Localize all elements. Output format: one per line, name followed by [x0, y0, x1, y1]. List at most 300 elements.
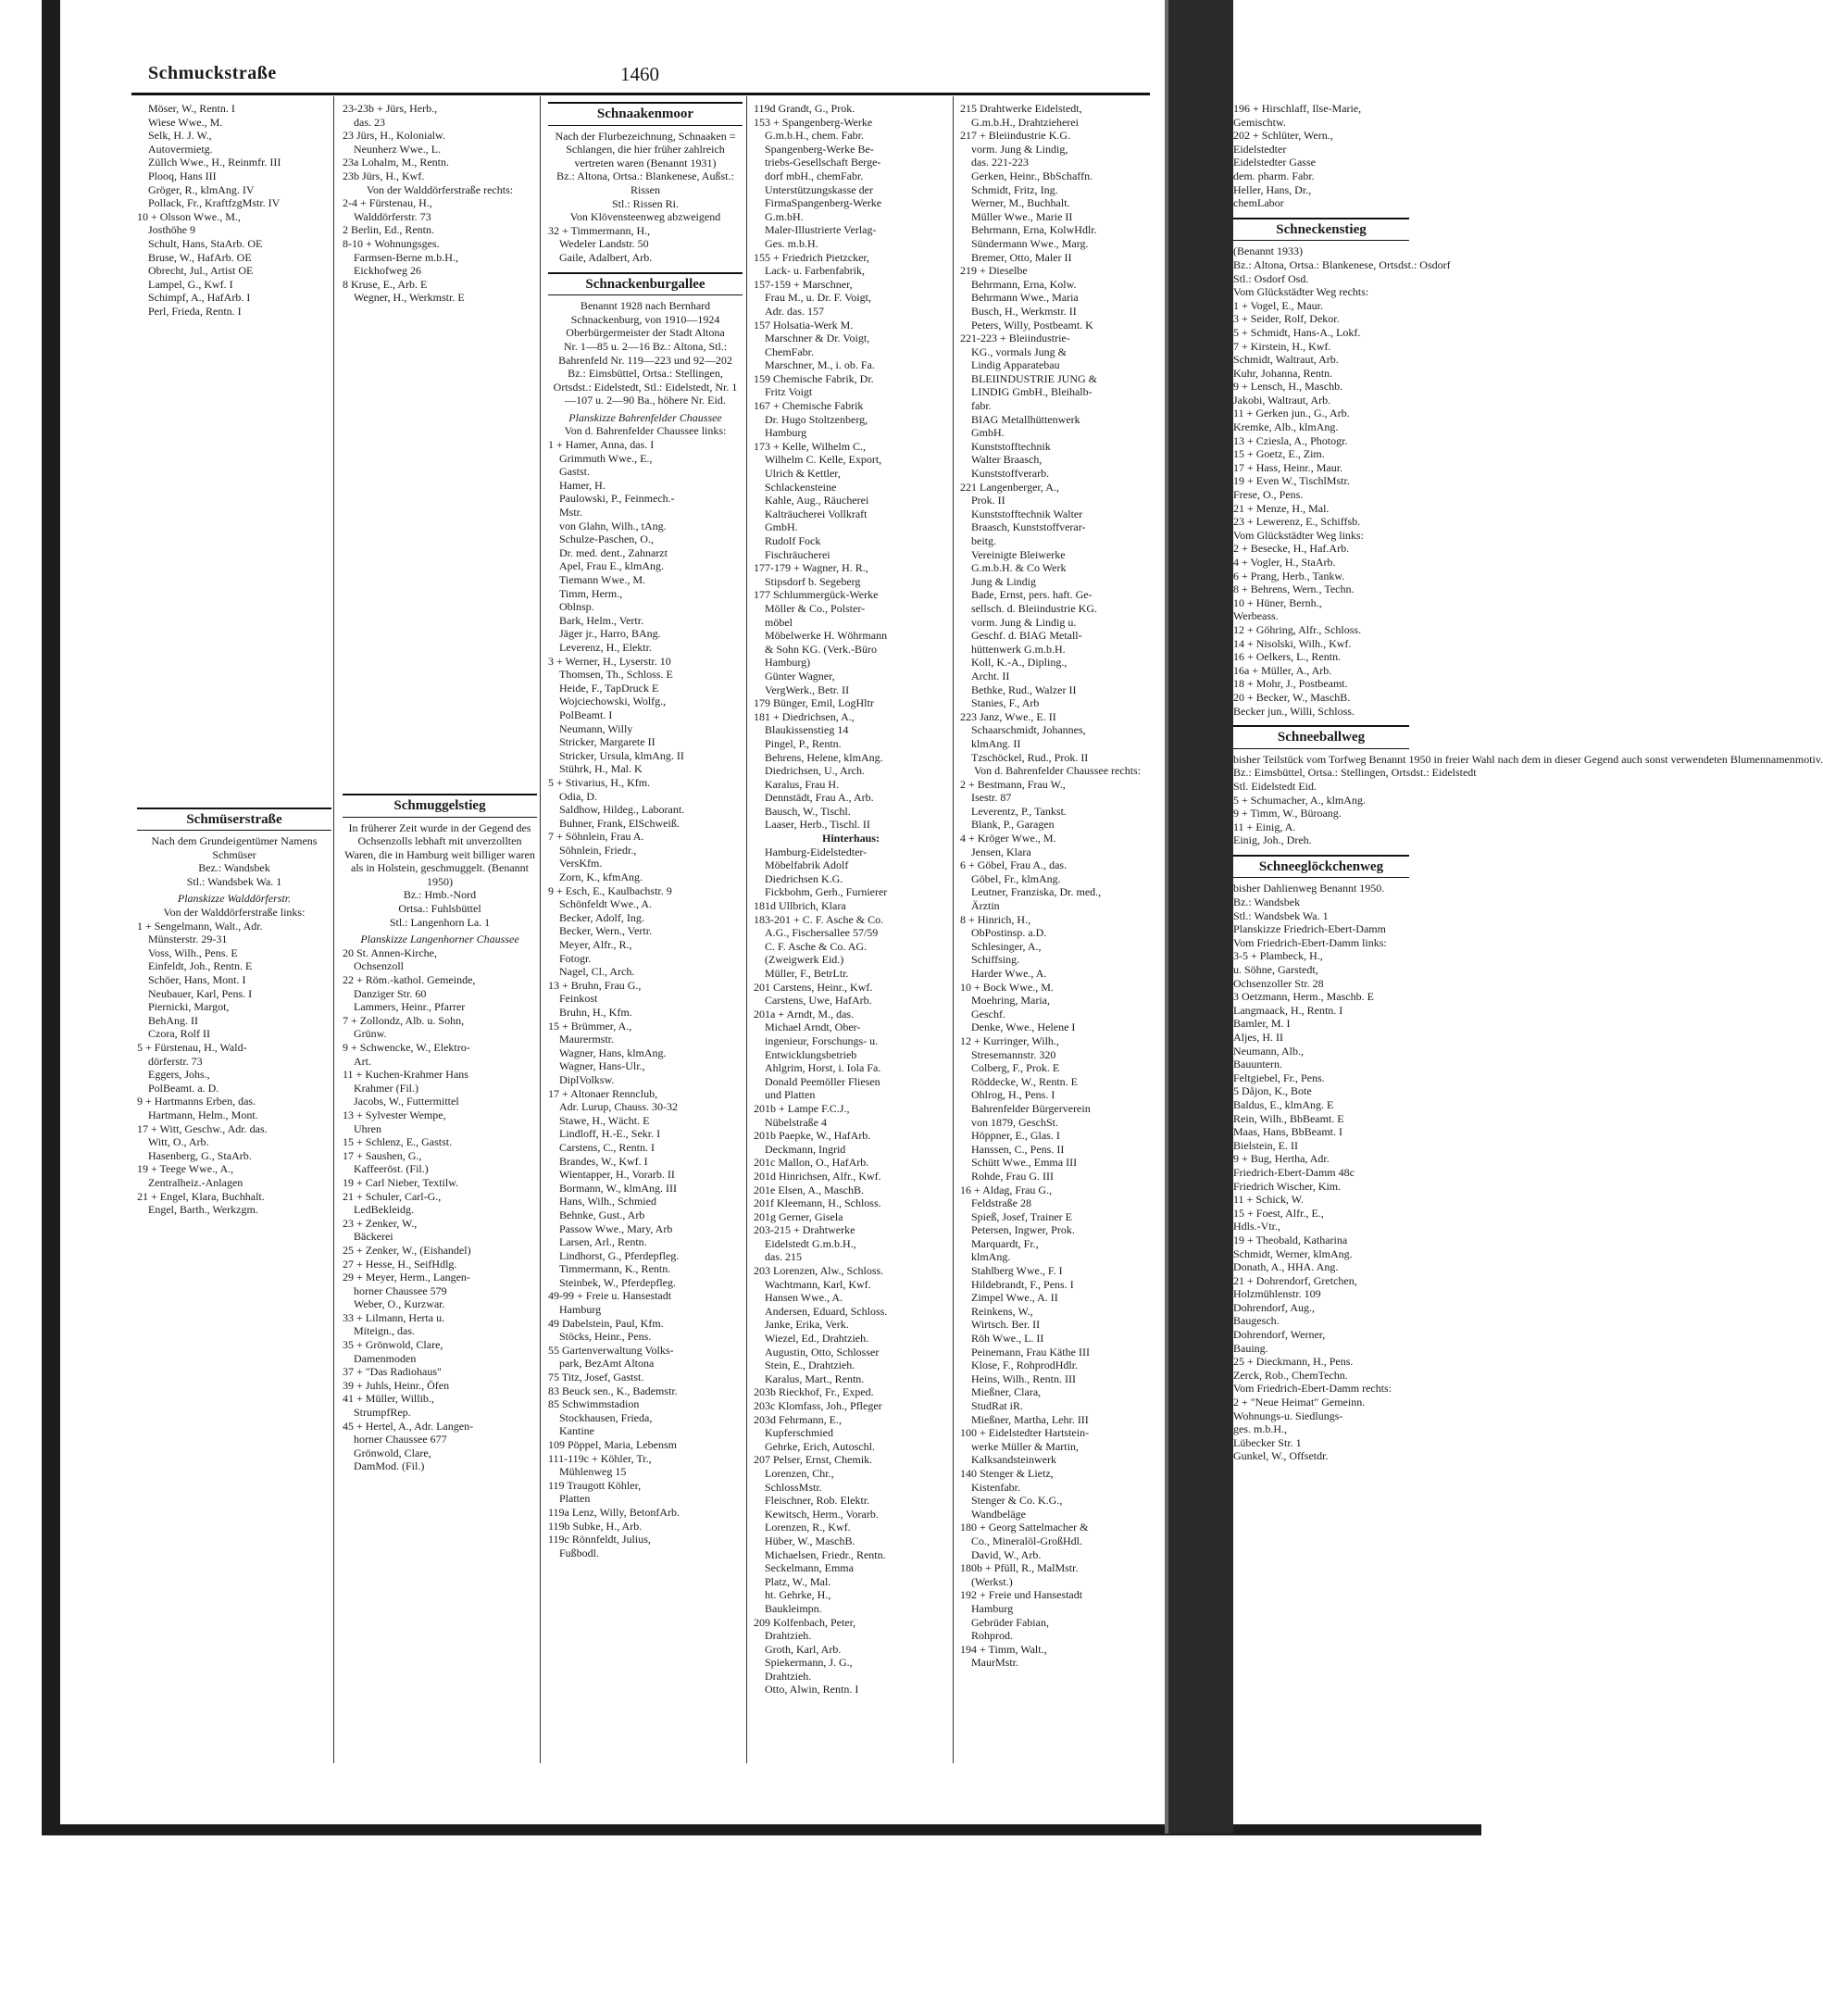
- directory-entry: Ärztin: [971, 899, 1000, 913]
- district: Bz.: Eimsbüttel, Ortsa.: Stellingen, Ortsdst.: Eidelstedt: [1233, 766, 1477, 780]
- directory-entry: 9 + Schwencke, W., Elektro-: [343, 1041, 470, 1054]
- directory-entry: 17 + Altonaer Rennclub,: [548, 1086, 658, 1100]
- directory-entry: SchlossMstr.: [765, 1480, 822, 1494]
- directory-entry: Co., Mineralöl-GroßHdl.: [971, 1534, 1082, 1547]
- directory-entry: Marschner, M., i. ob. Fa.: [765, 358, 875, 372]
- directory-entry: C. F. Asche & Co. AG.: [765, 939, 868, 953]
- street-heading: Schmuggelstieg: [343, 794, 537, 818]
- directory-entry: Fußbodl.: [559, 1546, 600, 1559]
- directory-entry: Farmsen-Berne m.b.H.,: [354, 250, 458, 264]
- directory-entry: Deckmann, Ingrid: [765, 1142, 846, 1156]
- directory-entry: 6 + Göbel, Frau A., das.: [960, 858, 1068, 872]
- directory-entry: Fleischner, Rob. Elektr.: [765, 1494, 870, 1508]
- directory-entry: Möbelwerke H. Wöhrmann: [765, 629, 888, 643]
- directory-entry: 1 + Hamer, Anna, das. I: [548, 438, 655, 452]
- directory-entry: 7 + Zollondz, Alb. u. Sohn,: [343, 1013, 465, 1027]
- directory-entry: Bauing.: [1233, 1341, 1268, 1355]
- directory-entry: Mstr.: [559, 506, 583, 520]
- district: Bz.: Hmb.-Nord: [403, 888, 477, 902]
- direction-note: Von Klövensteenweg abzweigend: [569, 210, 721, 224]
- directory-entry: Ohlrog, H., Pens. I: [971, 1088, 1055, 1102]
- directory-entry: Becker, Adolf, Ing.: [559, 910, 644, 924]
- directory-entry: A.G., Fischersallee 57/59: [765, 926, 879, 940]
- directory-entry: Ges. m.b.H.: [765, 236, 818, 250]
- directory-entry: Lammers, Heinr., Pfarrer: [354, 1000, 466, 1014]
- directory-entry: ObPostinsp. a.D.: [971, 926, 1047, 940]
- page-number: 1460: [620, 63, 659, 85]
- directory-entry: Harder Wwe., A.: [971, 967, 1047, 980]
- street-heading: Schnackenburgallee: [548, 272, 743, 296]
- entries-block: [960, 778, 1155, 1670]
- directory-entry: Hamburg): [765, 656, 811, 670]
- directory-entry: Müller Wwe., Marie II: [971, 209, 1073, 223]
- directory-entry: Walter Braasch,: [971, 453, 1043, 467]
- street-heading: Schneckenstieg: [1233, 218, 1409, 242]
- entries-block: [1233, 794, 1409, 847]
- directory-entry: 35 + Grönwold, Clare,: [343, 1338, 443, 1352]
- directory-entry: Hamer, H.: [559, 478, 606, 492]
- street-note: Nach dem Grundeigentümer Namens Schmüser: [151, 834, 318, 861]
- directory-entry: Petersen, Ingwer, Prok.: [971, 1223, 1075, 1237]
- directory-entry: Hanssen, C., Pens. II: [971, 1142, 1065, 1156]
- directory-entry: beitg.: [971, 534, 996, 547]
- directory-entry: Adr. das. 157: [765, 304, 824, 318]
- directory-entry: Autovermietg.: [148, 142, 213, 156]
- directory-entry: Josthöhe 9: [148, 223, 195, 237]
- directory-entry: 49 Dabelstein, Paul, Kfm.: [548, 1316, 664, 1330]
- directory-entry: Lack- u. Farbenfabrik,: [765, 264, 865, 278]
- directory-entry: Timmermann, K., Rentn.: [559, 1262, 671, 1276]
- directory-entry: Neumann, Willy: [559, 721, 633, 735]
- directory-entry: Wojciechowski, Wolfg.,: [559, 695, 667, 708]
- directory-entry: 203b Rieckhof, Fr., Exped.: [754, 1385, 874, 1399]
- directory-entry: 5 + Schmidt, Hans-A., Lokf.: [1233, 325, 1361, 339]
- entries-block: [1233, 299, 1409, 529]
- directory-entry: Eggers, Johs.,: [148, 1068, 210, 1082]
- directory-entry: Hamburg-Eidelstedter-: [765, 845, 868, 858]
- directory-entry: möbel: [765, 615, 793, 629]
- directory-entry: Larsen, Arl., Rentn.: [559, 1235, 647, 1249]
- directory-entry: 16 + Aldag, Frau G.,: [960, 1183, 1053, 1196]
- directory-entry: Dennstädt, Frau A., Arb.: [765, 791, 874, 805]
- directory-entry: 157-159 + Marschner,: [754, 277, 853, 291]
- directory-entry: 167 + Chemische Fabrik: [754, 399, 864, 413]
- directory-entry: 196 + Hirschlaff, Ilse-Marie,: [1233, 102, 1362, 115]
- directory-entry: Reinkens, W.,: [971, 1304, 1033, 1318]
- column-rule: [953, 96, 954, 1763]
- directory-entry: Einfeldt, Joh., Rentn. E: [148, 959, 253, 973]
- directory-entry: 11 + Schick, W.: [1233, 1193, 1304, 1207]
- directory-entry: Peters, Willy, Postbeamt. K: [971, 318, 1093, 332]
- entries-block: [548, 224, 743, 265]
- directory-entry: Behnke, Gust., Arb: [559, 1208, 645, 1221]
- directory-entry: 140 Stenger & Lietz,: [960, 1466, 1054, 1480]
- directory-entry: LedBekleidg.: [354, 1203, 414, 1217]
- entries-block: [1233, 102, 1409, 210]
- directory-entry: 217 + Bleiindustrie K.G.: [960, 129, 1071, 143]
- directory-entry: Wedeler Landstr. 50: [559, 237, 649, 251]
- directory-entry: Wegner, H., Werkmstr. E: [354, 291, 465, 305]
- directory-entry: 201e Elsen, A., MaschB.: [754, 1183, 864, 1196]
- directory-entry: Grimmuth Wwe., E.,: [559, 451, 653, 465]
- directory-entry: Schmidt, Werner, klmAng.: [1233, 1246, 1353, 1260]
- directory-entry: Zerck, Rob., ChemTechn.: [1233, 1368, 1348, 1382]
- directory-entry: 14 + Nisolski, Wilh., Kwf.: [1233, 636, 1352, 650]
- directory-entry: 6 + Prang, Herb., Tankw.: [1233, 569, 1345, 582]
- directory-entry: Marschner & Dr. Voigt,: [765, 332, 870, 345]
- directory-entry: 21 + Menze, H., Mal.: [1233, 501, 1330, 515]
- directory-entry: klmAng. II: [971, 736, 1021, 750]
- page-header: [148, 59, 1148, 91]
- directory-entry: 223 Janz, Wwe., E. II: [960, 709, 1056, 723]
- directory-entry: ChemFabr.: [765, 344, 814, 358]
- directory-entry: vorm. Jung & Lindig u.: [971, 615, 1077, 629]
- directory-entry: Schiffsing.: [971, 953, 1020, 967]
- directory-entry: Bark, Helm., Vertr.: [559, 613, 644, 627]
- directory-entry: Mießner, Clara,: [971, 1385, 1042, 1399]
- entries-block: [960, 102, 1155, 764]
- directory-entry: Marquardt, Fr.,: [971, 1236, 1039, 1250]
- plan-sketch: Planskizze Friedrich-Ebert-Damm: [1233, 922, 1386, 936]
- directory-entry: Jacobs, W., Futtermittel: [354, 1095, 459, 1108]
- directory-entry: Schult, Hans, StaArb. OE: [148, 236, 263, 250]
- directory-entry: Grünw.: [354, 1027, 387, 1041]
- directory-entry: Fritz Voigt: [765, 385, 813, 399]
- directory-entry: Heide, F., TapDruck E: [559, 681, 659, 695]
- directory-entry: Jensen, Klara: [971, 845, 1031, 858]
- directory-entry: 181 + Diedrichsen, A.,: [754, 709, 855, 723]
- direction-note: Vom Glückstädter Weg links:: [1233, 528, 1364, 542]
- directory-entry: Rein, Wilh., BbBeamt. E: [1233, 1111, 1344, 1125]
- directory-entry: 177-179 + Wagner, H. R.,: [754, 561, 868, 575]
- directory-entry: Becker jun., Willi, Schloss.: [1233, 704, 1355, 718]
- directory-entry: ingenieur, Forschungs- u.: [765, 1033, 879, 1047]
- directory-entry: Moehring, Maria,: [971, 994, 1050, 1008]
- directory-entry: Isestr. 87: [971, 791, 1012, 805]
- entries-block: [343, 102, 537, 183]
- directory-entry: Danziger Str. 60: [354, 986, 427, 1000]
- directory-entry: hüttenwerk G.m.b.H.: [971, 642, 1066, 656]
- header-rule: [131, 93, 1150, 95]
- directory-entry: Wilhelm C. Kelle, Export,: [765, 453, 882, 467]
- directory-entry: Kunststofftechnik: [971, 439, 1051, 453]
- directory-entry: 194 + Timm, Walt.,: [960, 1642, 1047, 1656]
- directory-entry: das. 23: [354, 115, 385, 129]
- street-note: (Benannt 1933): [1233, 244, 1303, 258]
- directory-entry: Gastst.: [559, 465, 590, 479]
- directory-entry: 9 + Hartmanns Erben, das.: [137, 1095, 256, 1108]
- directory-entry: Uhren: [354, 1121, 381, 1135]
- directory-entry: Brandes, W., Kwf. I: [559, 1154, 648, 1168]
- directory-entry: G.m.b.H. & Co Werk: [971, 561, 1067, 575]
- directory-entry: Spieß, Josef, Trainer E: [971, 1209, 1072, 1223]
- directory-entry: Hamburg: [765, 426, 807, 440]
- directory-entry: Lorenzen, R., Kwf.: [765, 1521, 851, 1534]
- directory-entry: Maurermstr.: [559, 1033, 614, 1046]
- directory-entry: Perl, Frieda, Rentn. I: [148, 304, 242, 318]
- directory-entry: 5 Dåjon, K., Bote: [1233, 1084, 1312, 1098]
- directory-entry: Lindig Apparatebau: [971, 358, 1060, 372]
- directory-entry: Schulze-Paschen, O.,: [559, 532, 654, 546]
- directory-entry: klmAng.: [971, 1250, 1011, 1264]
- directory-entry: DiplVolksw.: [559, 1072, 615, 1086]
- directory-entry: Lampel, G., Kwf. I: [148, 277, 233, 291]
- directory-entry: Becker, Wern., Vertr.: [559, 924, 653, 938]
- directory-entry: Nübelstraße 4: [765, 1115, 827, 1129]
- directory-entry: Klose, F., RohprodHdlr.: [971, 1359, 1079, 1372]
- direction-note: Von der Walddörferstraße rechts:: [366, 182, 514, 196]
- directory-entry: 8 + Behrens, Wern., Techn.: [1233, 582, 1355, 596]
- street-heading: Schnaakenmoor: [548, 102, 743, 126]
- directory-entry: 25 + Dieckmann, H., Pens.: [1233, 1355, 1354, 1369]
- directory-entry: Bäckerei: [354, 1230, 393, 1244]
- directory-entry: Neunherz Wwe., L.: [354, 142, 442, 156]
- directory-entry: MaurMstr.: [971, 1656, 1018, 1670]
- directory-entry: sellsch. d. Bleiindustrie KG.: [971, 601, 1097, 615]
- street-heading: Schmüserstraße: [137, 808, 331, 832]
- column-spacer: [137, 319, 331, 800]
- directory-entry: 119 Traugott Köhler,: [548, 1478, 642, 1492]
- directory-entry: Oblnsp.: [559, 600, 594, 614]
- directory-entry: Aljes, H. II: [1233, 1031, 1283, 1044]
- district: Bez.: Wandsbek: [198, 861, 270, 875]
- directory-entry: Söhnlein, Friedr.,: [559, 843, 637, 857]
- street-note: bisher Teilstück vom Torfweg Benannt 1950 in freier Wahl nach dem in dieser Gegend auch sonst verwendeten Blumennamenmotiv.: [1233, 752, 1823, 766]
- directory-entry: 9 + Bug, Hertha, Adr.: [1233, 1152, 1330, 1166]
- directory-entry: Bormann, W., klmAng. III: [559, 1181, 677, 1195]
- directory-entry: Janke, Erika, Verk.: [765, 1318, 849, 1332]
- directory-entry: 3 + Werner, H., Lyserstr. 10: [548, 654, 671, 668]
- entries-block: [343, 196, 537, 305]
- directory-entry: Michaelsen, Friedr., Rentn.: [765, 1547, 886, 1561]
- direction-note: Vom Friedrich-Ebert-Damm links:: [1233, 935, 1387, 949]
- directory-entry: Krahmer (Fil.): [354, 1081, 418, 1095]
- directory-entry: 19 + Teege Wwe., A.,: [137, 1162, 234, 1176]
- directory-entry: Stricker, Ursula, klmAng. II: [559, 748, 684, 762]
- directory-entry: Möbelfabrik Adolf: [765, 858, 849, 872]
- directory-entry: David, W., Arb.: [971, 1547, 1042, 1561]
- directory-entry: Kantine: [559, 1424, 594, 1438]
- directory-entry: 203c Klomfass, Joh., Pfleger: [754, 1399, 882, 1412]
- directory-entry: Leverenz, H., Elektr.: [559, 640, 652, 654]
- directory-entry: Gröger, R., klmAng. IV: [148, 182, 255, 196]
- directory-entry: 5 + Fürstenau, H., Wald-: [137, 1041, 247, 1054]
- directory-entry: 23a Lohalm, M., Rentn.: [343, 156, 449, 169]
- directory-entry: Lindhorst, G., Pferdepfleg.: [559, 1248, 680, 1262]
- directory-entry: Gunkel, W., Offsetdr.: [1233, 1449, 1329, 1463]
- street-note: bisher Dahlienweg Benannt 1950.: [1233, 882, 1385, 895]
- directory-entry: 119b Subke, H., Arb.: [548, 1519, 643, 1533]
- directory-entry: 21 + Schuler, Carl-G.,: [343, 1189, 442, 1203]
- entries-block: [137, 102, 331, 210]
- directory-entry: BehAng. II: [148, 1013, 198, 1027]
- district: Bz.: Altona, Ortsa.: Blankenese, Ortsdst.: Osdorf: [1233, 257, 1451, 271]
- directory-entry: Sündermann Wwe., Marg.: [971, 236, 1089, 250]
- directory-entry: Paulowski, P., Feinmech.-: [559, 492, 675, 506]
- directory-entry: Hüber, W., MaschB.: [765, 1534, 855, 1547]
- directory-entry: 21 + Engel, Klara, Buchhalt.: [137, 1189, 265, 1203]
- directory-entry: DamMod. (Fil.): [354, 1459, 425, 1473]
- directory-entry: Peinemann, Frau Käthe III: [971, 1345, 1090, 1359]
- directory-entry: Wagner, Hans, klmAng.: [559, 1046, 667, 1059]
- directory-entry: Stöcks, Heinr., Pens.: [559, 1330, 652, 1344]
- directory-entry: 111-119c + Köhler, Tr.,: [548, 1451, 652, 1465]
- directory-entry: Obrecht, Jul., Artist OE: [148, 264, 254, 278]
- directory-entry: Leutner, Franziska, Dr. med.,: [971, 885, 1102, 899]
- directory-entry: 27 + Hesse, H., SeifHdlg.: [343, 1257, 457, 1271]
- directory-entry: (Werkst.): [971, 1574, 1013, 1588]
- directory-entry: Wohnungs-u. Siedlungs-: [1233, 1409, 1343, 1422]
- directory-entry: Friedrich-Ebert-Damm 48c: [1233, 1165, 1355, 1179]
- directory-entry: Schmidt, Waltraut, Arb.: [1233, 353, 1339, 367]
- directory-entry: 19 + Theobald, Katharina: [1233, 1233, 1348, 1246]
- directory-entry: 3 + Seider, Rolf, Dekor.: [1233, 312, 1340, 326]
- directory-entry: Platten: [559, 1492, 591, 1506]
- directory-entry: PolBeamt. a. D.: [148, 1081, 219, 1095]
- directory-entry: 17 + Saushen, G.,: [343, 1148, 422, 1162]
- street-heading: Schneeballweg: [1233, 725, 1409, 749]
- directory-entry: Feltgiebel, Fr., Pens.: [1233, 1071, 1325, 1084]
- directory-entry: Höppner, E., Glas. I: [971, 1129, 1060, 1143]
- directory-entry: Unterstützungskasse der: [765, 182, 873, 196]
- directory-entry: 5 + Schumacher, A., klmAng.: [1233, 793, 1366, 807]
- directory-entry: 23-23b + Jürs, Herb.,: [343, 102, 438, 115]
- column-4: [754, 102, 948, 1697]
- directory-entry: VergWerk., Betr. II: [765, 682, 850, 696]
- directory-entry: Frau M., u. Dr. F. Voigt,: [765, 291, 871, 305]
- directory-entry: Ochsenzoller Str. 28: [1233, 976, 1324, 990]
- directory-entry: Jäger jr., Harro, BAng.: [559, 627, 661, 641]
- directory-entry: G.m.b.H., Drahtzieherei: [971, 115, 1079, 129]
- entries-block: [1233, 542, 1409, 718]
- column-spacer: [343, 305, 537, 786]
- directory-entry: Möller & Co., Polster-: [765, 601, 866, 615]
- directory-entry: Stahlberg Wwe., F. I: [971, 1264, 1063, 1278]
- directory-entry: Kalksandsteinwerk: [971, 1453, 1056, 1467]
- directory-entry: Stawe, H., Wächt. E: [559, 1113, 650, 1127]
- column-rule: [746, 96, 747, 1763]
- directory-entry: 9 + Esch, E., Kaulbachstr. 9: [548, 883, 672, 897]
- directory-entry: 3 Oetzmann, Herm., Maschb. E: [1233, 990, 1374, 1004]
- directory-entry: Langmaack, H., Rentn. I: [1233, 1003, 1343, 1017]
- directory-entry: Gemischtw.: [1233, 115, 1286, 129]
- directory-entry: Zorn, K., kfmAng.: [559, 870, 643, 884]
- directory-entry: 179 Bünger, Emil, LogHltr: [754, 696, 874, 710]
- directory-entry: 11 + Gerken jun., G., Arb.: [1233, 407, 1350, 420]
- directory-entry: 201f Kleemann, H., Schloss.: [754, 1196, 881, 1210]
- directory-entry: 13 + Sylvester Wempe,: [343, 1108, 446, 1121]
- directory-entry: Karalus, Frau H.: [765, 777, 839, 791]
- directory-entry: Bamler, M. I: [1233, 1017, 1291, 1031]
- directory-entry: Thomsen, Th., Schloss. E: [559, 668, 673, 682]
- directory-entry: Geschf.: [971, 1007, 1005, 1021]
- district: Bz.: Altona, Ortsa.: Blankenese, Außst.: Rissen: [556, 169, 734, 196]
- directory-entry: Hamburg: [971, 1601, 1014, 1615]
- directory-entry: Ahlgrim, Horst, i. Iola Fa.: [765, 1061, 881, 1075]
- directory-entry: fabr.: [971, 399, 992, 413]
- entries-block: [137, 920, 331, 1217]
- directory-entry: Röh Wwe., L. II: [971, 1332, 1044, 1346]
- directory-entry: Behrmann Wwe., Maria: [971, 291, 1079, 305]
- directory-entry: Carstens, Uwe, HafArb.: [765, 994, 872, 1008]
- directory-entry: Bauuntern.: [1233, 1058, 1282, 1071]
- directory-entry: Kalträucherei Vollkraft: [765, 507, 868, 520]
- direction-note: Vom Friedrich-Ebert-Damm rechts:: [1233, 1382, 1392, 1396]
- directory-entry: dem. pharm. Fabr.: [1233, 169, 1315, 182]
- directory-entry: Piernicki, Margot,: [148, 1000, 230, 1014]
- directory-entry: von Glahn, Wilh., tAng.: [559, 519, 667, 532]
- entries-block: [137, 210, 331, 319]
- directory-entry: Behrens, Helene, klmAng.: [765, 750, 883, 764]
- column-5: [960, 102, 1155, 1670]
- local-office: Ortsa.: Fuhlsbüttel: [398, 902, 481, 916]
- directory-entry: Wandbeläge: [971, 1507, 1027, 1521]
- directory-entry: Lübecker Str. 1: [1233, 1435, 1302, 1449]
- directory-entry: 8-10 + Wohnungsges.: [343, 236, 440, 250]
- directory-entry: PolBeamt. I: [559, 707, 613, 721]
- scan-left-edge: [42, 0, 60, 1834]
- directory-entry: Gerken, Heinr., BbSchaffn.: [971, 169, 1093, 182]
- directory-entry: 23b Jürs, H., Kwf.: [343, 169, 425, 182]
- directory-entry: Laaser, Herb., Tischl. II: [765, 818, 870, 832]
- directory-entry: 1 + Vogel, E., Maur.: [1233, 298, 1323, 312]
- plan-sketch: Planskizze Bahrenfelder Chaussee: [568, 410, 722, 424]
- directory-entry: Colberg, F., Prok. E: [971, 1061, 1060, 1075]
- directory-entry: Gebrüder Fabian,: [971, 1615, 1049, 1629]
- directory-entry: 15 + Schlenz, E., Gastst.: [343, 1135, 453, 1149]
- directory-entry: Möser, W., Rentn. I: [148, 102, 235, 115]
- entries-block: [1233, 949, 1409, 1382]
- directory-entry: ht. Gehrke, H.,: [765, 1588, 831, 1602]
- directory-entry: Stipsdorf b. Segeberg: [765, 574, 861, 588]
- directory-entry: Hamburg: [559, 1303, 602, 1317]
- directory-entry: Schimpf, A., HafArb. I: [148, 291, 251, 305]
- book-gutter: [1168, 0, 1233, 1834]
- directory-entry: Röddecke, W., Rentn. E: [971, 1074, 1078, 1088]
- directory-entry: Kuhr, Johanna, Rentn.: [1233, 366, 1333, 380]
- directory-entry: Baugesch.: [1233, 1314, 1280, 1328]
- directory-entry: Denke, Wwe., Helene I: [971, 1021, 1076, 1034]
- directory-entry: Leverentz, P., Tankst.: [971, 804, 1067, 818]
- directory-entry: GmbH.: [765, 520, 798, 534]
- directory-entry: chemLabor: [1233, 196, 1284, 210]
- directory-entry: FirmaSpangenberg-Werke: [765, 196, 882, 210]
- entries-block: [548, 438, 743, 1559]
- directory-entry: 177 Schlummergück-Werke: [754, 588, 879, 602]
- directory-entry: Adr. Lurup, Chauss. 30-32: [559, 1100, 678, 1114]
- directory-entry: Zimpel Wwe., A. II: [971, 1291, 1058, 1305]
- directory-entry: Bahrenfelder Bürgerverein: [971, 1101, 1091, 1115]
- directory-entry: Karalus, Mart., Rentn.: [765, 1371, 865, 1385]
- column-2: [343, 102, 537, 1473]
- directory-entry: Werbeass.: [1233, 609, 1279, 623]
- directory-entry: Stenger & Co. K.G.,: [971, 1494, 1063, 1508]
- directory-entry: Stührk, H., Mal. K: [559, 762, 643, 776]
- directory-entry: 119c Rönnfeldt, Julius,: [548, 1533, 651, 1546]
- directory-entry: Hasenberg, G., StaArb.: [148, 1148, 252, 1162]
- directory-entry: 219 + Dieselbe: [960, 264, 1028, 278]
- directory-entry: Günter Wagner,: [765, 669, 835, 682]
- plan-sketch: Planskizze Langenhorner Chaussee: [360, 933, 519, 946]
- directory-entry: Bruhn, H., Kfm.: [559, 1006, 632, 1019]
- directory-entry: Art.: [354, 1054, 371, 1068]
- directory-entry: Schaarschmidt, Johannes,: [971, 723, 1086, 737]
- directory-entry: & Sohn KG. (Verk.-Büro: [765, 642, 877, 656]
- directory-entry: 2 + Besecke, H., Haf.Arb.: [1233, 542, 1350, 556]
- directory-entry: 25 + Zenker, W., (Eishandel): [343, 1243, 471, 1257]
- directory-entry: Plooq, Hans III: [148, 169, 217, 182]
- directory-entry: Pingel, P., Rentn.: [765, 736, 842, 750]
